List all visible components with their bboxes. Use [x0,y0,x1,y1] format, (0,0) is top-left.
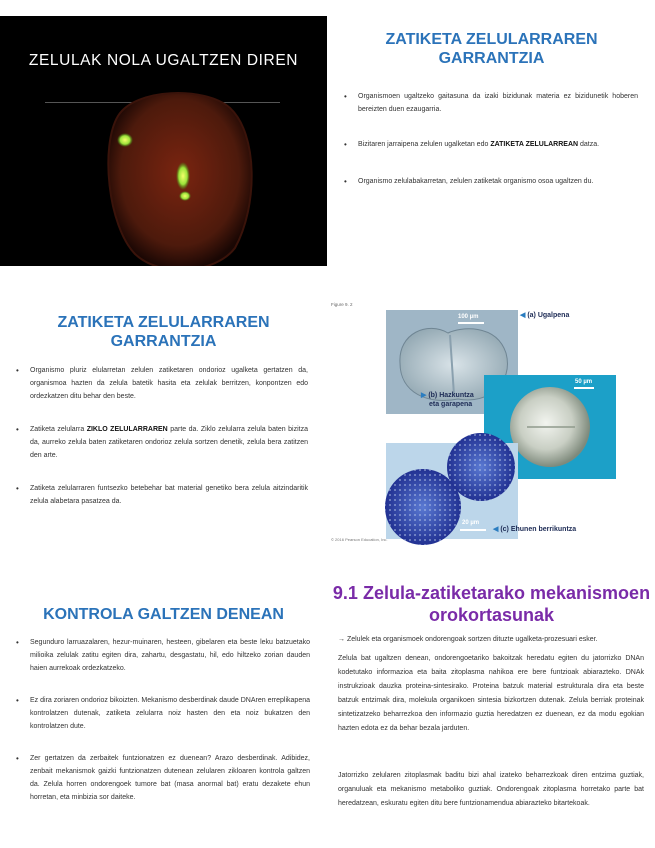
slide-title: ZATIKETA ZELULARRAREN GARRANTZIA [385,31,598,67]
bullet-list [14,364,308,508]
bullet-item: • Ez dira zoriaren ondorioz bikoizten. Mekanismo desberdinak daude DNAren erreplikapena kontrolatzen dutenak, zatiketa zelularra noiz hasten den eta noiz bukatzen den kontrolatzen dute. [14,694,310,733]
slide-division-mechanisms [328,566,655,848]
scale-label-b: 50 µm [575,379,593,385]
slide-title: ZATIKETA ZELULARRAREN GARRANTZIA [57,314,270,350]
scale-label-a: 100 µm [458,314,479,320]
bullet-list [14,636,310,804]
scale-bar [574,387,594,389]
bullet-item: • Zatiketa zelularraren funtsezko betebehar bat material genetiko bera zelula aitzindaritik zelula alabetara pasatzea da. [14,482,308,508]
slide-title: KONTROLA GALTZEN DENEAN [43,606,284,623]
body-paragraph: Jatorrizko zelularen zitoplasmak baditu bizi ahal izateko beharrezkoak diren entzima guztiak, organuluak eta mekanismo metaboliko guztiak. Ondorengoak zitoplasma horretako parte bat heredatzean, eskuratu egiten ditu bere funtzionamendua abiarazteko bitartekoak. [338,772,644,807]
bullet-item: • Bizitaren jarraipena zelulen ugalketan edo ZATIKETA ZELULARREAN datza. [342,138,638,151]
scale-bar [460,529,486,531]
bullet-item: • Organismo zelulabakarretan, zelulen zatiketak organismo osoa ugaltzen du. [342,175,638,188]
micrograph-figure [328,283,655,565]
slide-figure-9-2 [328,283,655,565]
scale-bar [458,322,484,324]
figure-caption: Figure 9. 2 [331,302,353,307]
bullet-item: • Organismoen ugaltzeko gaitasuna da izaki bizidunak materia ez bizidunetik hoberen bereizten duen ezaugarria. [342,90,638,116]
bullet-item: • Segunduro larruazalaren, hezur-muinaren, hesteen, gibelaren eta beste leku batzuetako milioika zelulak zatitu egiten dira, zahartu, desgastatu, hil, edo hiltzeko zorian dauden haien aurrekoak ordezkatzeko. [14,636,310,675]
bullet-item: • Zer gertatzen da zerbaitek funtzionatzen ez duenean? Arazo desberdinak. Adibidez, zenbait mekanismok gaizki funtzionatzen dutenean zelularen zikloaren kontrola galtzen da. Zelula horren ondorengoek tumore bat (masa anormal bat) eratu dezakete ehun horretan, eta minbizia sor daiteke. [14,752,310,804]
body-paragraph: Zelula bat ugaltzen denean, ondorengoetariko bakoitzak heredatu egiten du jatorrizko DNAn kodetutako informazioa eta baita zitoplasma nahikoa ere bere funtzioak abiarazteko. DNAk instrukzioak dauzka proteina-sintesirako. Proteina batzuk material estrukturala dira eta beste batzuk entzimak dira, molekula organikoen sintesia bizkortzen dutenak. Zelula berriak proteinak sintetizatzeko beharrezkoa den informazio guztia heredatzen ez duenean, ez da modu egokian hazten edota ez da behar bezala jarduten. [338,655,644,732]
slide-title: 9.1 Zelula-zatiketarako mekanismoen orokortasunak [332,583,651,625]
slide-importance-1 [328,0,655,282]
dark-title-panel [0,16,327,266]
slide-loss-of-control [0,566,327,848]
label-reproduction: ◀ (a) Ugalpena [520,312,570,319]
intro-paragraph: → Zelulek eta organismoek ondorengoak sortzen dituzte ugalketa-prozesuari esker. [338,636,598,643]
dividing-cell-image [0,16,327,266]
copyright: © 2016 Pearson Education, Inc. [331,537,388,542]
bullet-list [342,90,638,188]
bullet-item: • Zatiketa zelularra ZIKLO ZELULARRAREN parte da. Ziklo zelularra zelula baten bizitza da, aurreko zelula baten zatiketaren ondorioz zelula sortzen denetik, zelula bera zatitzen den arte. [14,423,308,462]
slide-importance-2 [0,283,327,565]
label-tissue-renewal: ◀ (c) Ehunen berrikuntza [493,526,577,533]
scale-label-c: 20 µm [462,520,480,526]
slide-cell-division-title [0,0,327,282]
bullet-item: • Organismo pluriz elularretan zelulen zatiketaren ondorioz ugalketa gertatzen da, organismoa hazten da zelula batetik hasita eta zelulak berritzen, konpontzen edo ordezkatzen ditu behar den beste. [14,364,308,403]
label-growth: ▶ (b) Hazkuntza eta garapena [421,392,474,408]
slide-title: ZELULAK NOLA UGALTZEN DIREN [28,52,299,69]
